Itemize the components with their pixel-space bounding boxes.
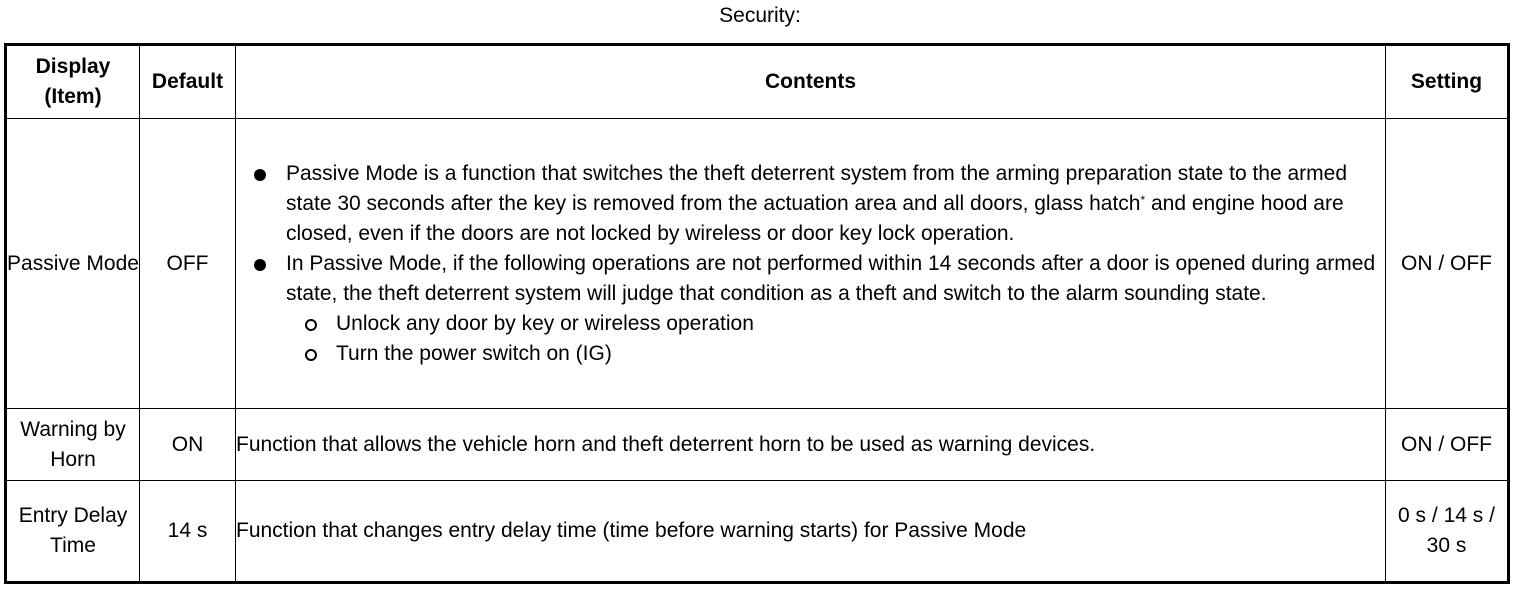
cell-setting: 0 s / 14 s / 30 s — [1386, 481, 1509, 583]
sub-item-text: Turn the power switch on (IG) — [336, 341, 612, 365]
cell-contents: Function that allows the vehicle horn and theft deterrent horn to be used as warning devices. — [236, 409, 1386, 481]
cell-default: 14 s — [140, 481, 236, 583]
bullet-text: Passive Mode is a function that switches the theft deterrent system from the arming preparation state to the armed state 30 seconds after the key is removed from the actuation area and all doors, glass hatch — [286, 161, 1348, 215]
cell-setting: ON / OFF — [1386, 119, 1509, 409]
header-setting: Setting — [1386, 45, 1509, 119]
cell-display: Warning by Horn — [6, 409, 140, 481]
sub-list-item — [286, 339, 1385, 369]
sub-list-item — [286, 309, 1385, 339]
bullet-dot-icon — [254, 169, 266, 181]
cell-display: Passive Mode — [6, 119, 140, 409]
list-item — [236, 159, 1385, 249]
bullet-list — [236, 159, 1385, 369]
cell-setting: ON / OFF — [1386, 409, 1509, 481]
bullet-dot-icon — [254, 259, 266, 271]
cell-contents — [236, 119, 1386, 409]
circle-bullet-icon — [305, 349, 317, 361]
header-contents: Contents — [236, 45, 1386, 119]
cell-display: Entry Delay Time — [6, 481, 140, 583]
bullet-text: In Passive Mode, if the following operations are not performed within 14 seconds after a door is opened during armed state, the theft deterrent system will judge that condition as a theft and switch to the alarm sounding state. — [286, 251, 1376, 305]
footnote-asterisk: * — [1140, 192, 1146, 207]
header-display: Display (Item) — [6, 45, 140, 119]
cell-default: OFF — [140, 119, 236, 409]
table-row-entry-delay-time — [6, 481, 1509, 583]
bullet-text-cont: and engine hood are closed, even if the doors are not locked by wireless or door key lock operation. — [286, 191, 1344, 245]
page-title: Security: — [719, 4, 801, 27]
security-table — [4, 43, 1510, 584]
header-default: Default — [140, 45, 236, 119]
table-row-warning-by-horn — [6, 409, 1509, 481]
header-row — [6, 45, 1509, 119]
sub-item-text: Unlock any door by key or wireless operation — [336, 311, 754, 335]
table-row-passive-mode — [6, 119, 1509, 409]
sub-list — [286, 309, 1385, 369]
cell-contents: Function that changes entry delay time (time before warning starts) for Passive Mode — [236, 481, 1386, 583]
cell-default: ON — [140, 409, 236, 481]
list-item — [236, 249, 1385, 369]
circle-bullet-icon — [305, 319, 317, 331]
